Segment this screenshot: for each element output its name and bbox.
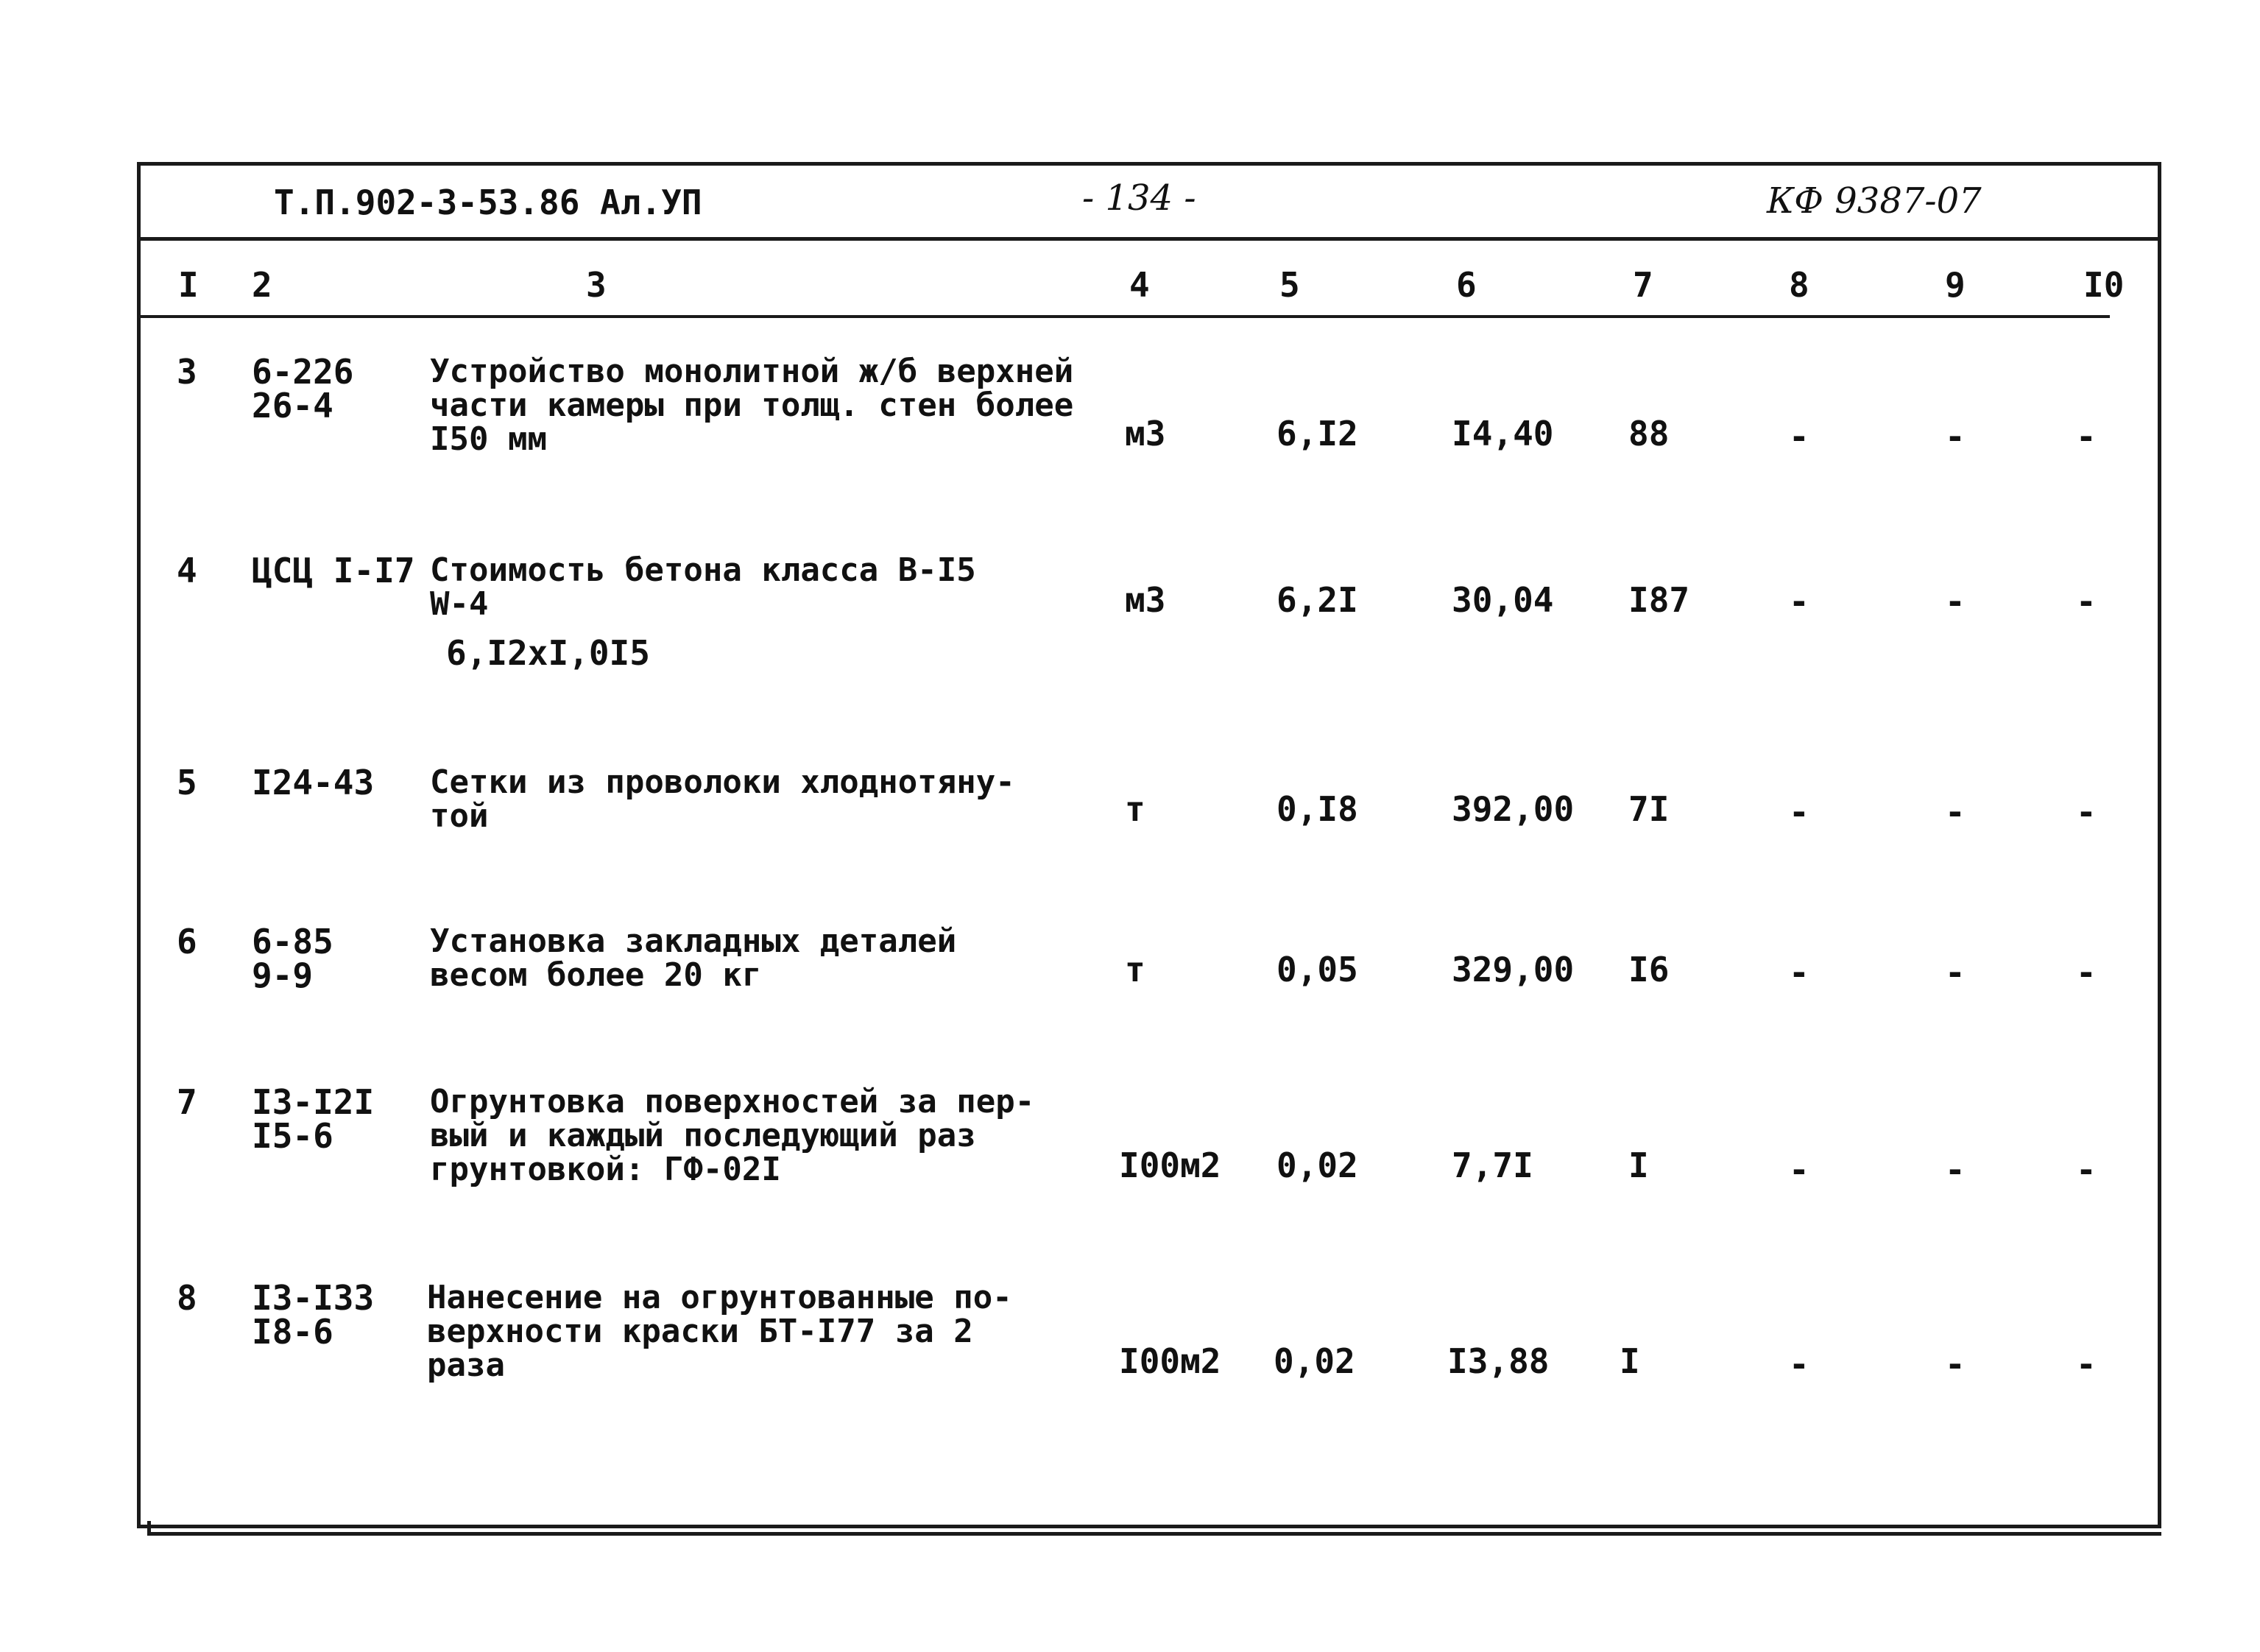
col8-value: -	[1789, 417, 1809, 456]
work-description: вый и каждый последующий раз	[430, 1117, 976, 1154]
rate-code: I24-43	[252, 763, 375, 802]
unit-price: 7,7I	[1452, 1146, 1533, 1185]
calculation-note: 6,I2xI,0I5	[446, 633, 650, 673]
col-header-4: 4	[1129, 265, 1150, 305]
col9-value: -	[1945, 582, 1966, 621]
total-cost: I87	[1628, 580, 1690, 620]
quantity: 0,I8	[1276, 789, 1358, 829]
unit: м3	[1125, 580, 1166, 620]
col-header-8: 8	[1789, 265, 1809, 305]
work-description: грунтовкой: ГФ-02I	[430, 1151, 781, 1188]
rate-code: I5-6	[252, 1116, 333, 1156]
column-header-divider	[140, 315, 2110, 318]
unit: I00м2	[1119, 1341, 1221, 1381]
work-description: Нанесение на огрунтованные по-	[427, 1279, 1012, 1316]
col10-value: -	[2076, 582, 2097, 621]
rate-code: I3-I2I	[252, 1082, 375, 1122]
work-description: Сетки из проволоки хлоднотяну-	[430, 763, 1015, 801]
total-cost: I	[1628, 1146, 1649, 1185]
col-header-6: 6	[1456, 265, 1477, 305]
col-header-7: 7	[1633, 265, 1653, 305]
unit: т	[1125, 789, 1145, 829]
quantity: 0,05	[1276, 950, 1358, 989]
col-header-5: 5	[1279, 265, 1300, 305]
rate-code: 9-9	[252, 956, 314, 995]
unit-price: I3,88	[1447, 1341, 1550, 1381]
col8-value: -	[1789, 792, 1809, 832]
col-header-10: I0	[2083, 265, 2125, 305]
rate-code: I3-I33	[252, 1278, 375, 1318]
work-description: Стоимость бетона класса В-I5	[430, 551, 976, 589]
doc-code: Т.П.902-3-53.86 Ал.УП	[274, 183, 702, 222]
work-description: I50 мм	[430, 420, 547, 458]
work-description: той	[430, 797, 489, 835]
header-divider	[137, 237, 2161, 241]
work-description: Огрунтовка поверхностей за пер-	[430, 1083, 1035, 1120]
col-header-9: 9	[1945, 265, 1966, 305]
col-header-2: 2	[252, 265, 272, 305]
work-description: части камеры при толщ. стен более	[430, 386, 1074, 424]
unit-price: 392,00	[1452, 789, 1575, 829]
col8-value: -	[1789, 582, 1809, 621]
rate-code: ЦСЦ I-I7	[252, 551, 415, 590]
unit-price: 30,04	[1452, 580, 1554, 620]
rate-code: 6-85	[252, 922, 333, 961]
unit: м3	[1125, 414, 1166, 453]
col9-value: -	[1945, 953, 1966, 992]
col-header-3: 3	[586, 265, 607, 305]
col9-value: -	[1945, 1344, 1966, 1384]
row-number: 3	[177, 352, 197, 392]
col-header-1: I	[178, 265, 199, 305]
total-cost: 88	[1628, 414, 1670, 453]
col8-value: -	[1789, 1344, 1809, 1384]
col10-value: -	[2076, 953, 2097, 992]
col9-value: -	[1945, 792, 1966, 832]
rate-code: I8-6	[252, 1312, 333, 1352]
total-cost: I6	[1628, 950, 1670, 989]
work-description: раза	[427, 1346, 505, 1384]
col8-value: -	[1789, 953, 1809, 992]
col10-value: -	[2076, 417, 2097, 456]
frame-bottom-edge	[147, 1521, 2161, 1536]
row-number: 6	[177, 922, 197, 961]
unit-price: 329,00	[1452, 950, 1575, 989]
col8-value: -	[1789, 1150, 1809, 1190]
rate-code: 26-4	[252, 386, 333, 426]
work-description: Устройство монолитной ж/б верхней	[430, 353, 1074, 390]
col10-value: -	[2076, 792, 2097, 832]
total-cost: 7I	[1628, 789, 1670, 829]
quantity: 0,02	[1274, 1341, 1355, 1381]
unit: т	[1125, 950, 1145, 989]
archive-code: КФ 9387-07	[1767, 180, 1982, 222]
col9-value: -	[1945, 417, 1966, 456]
page-number: - 134 -	[1082, 177, 1196, 219]
row-number: 4	[177, 551, 197, 590]
row-number: 8	[177, 1278, 197, 1318]
total-cost: I	[1620, 1341, 1640, 1381]
row-number: 7	[177, 1082, 197, 1122]
col9-value: -	[1945, 1150, 1966, 1190]
work-description: верхности краски БТ-I77 за 2	[427, 1313, 973, 1350]
col10-value: -	[2076, 1344, 2097, 1384]
work-description: W-4	[430, 585, 489, 623]
quantity: 6,2I	[1276, 580, 1358, 620]
row-number: 5	[177, 763, 197, 802]
quantity: 6,I2	[1276, 414, 1358, 453]
rate-code: 6-226	[252, 352, 354, 392]
unit-price: I4,40	[1452, 414, 1554, 453]
work-description: Установка закладных деталей	[430, 922, 957, 960]
unit: I00м2	[1119, 1146, 1221, 1185]
work-description: весом более 20 кг	[430, 956, 762, 994]
col10-value: -	[2076, 1150, 2097, 1190]
quantity: 0,02	[1276, 1146, 1358, 1185]
